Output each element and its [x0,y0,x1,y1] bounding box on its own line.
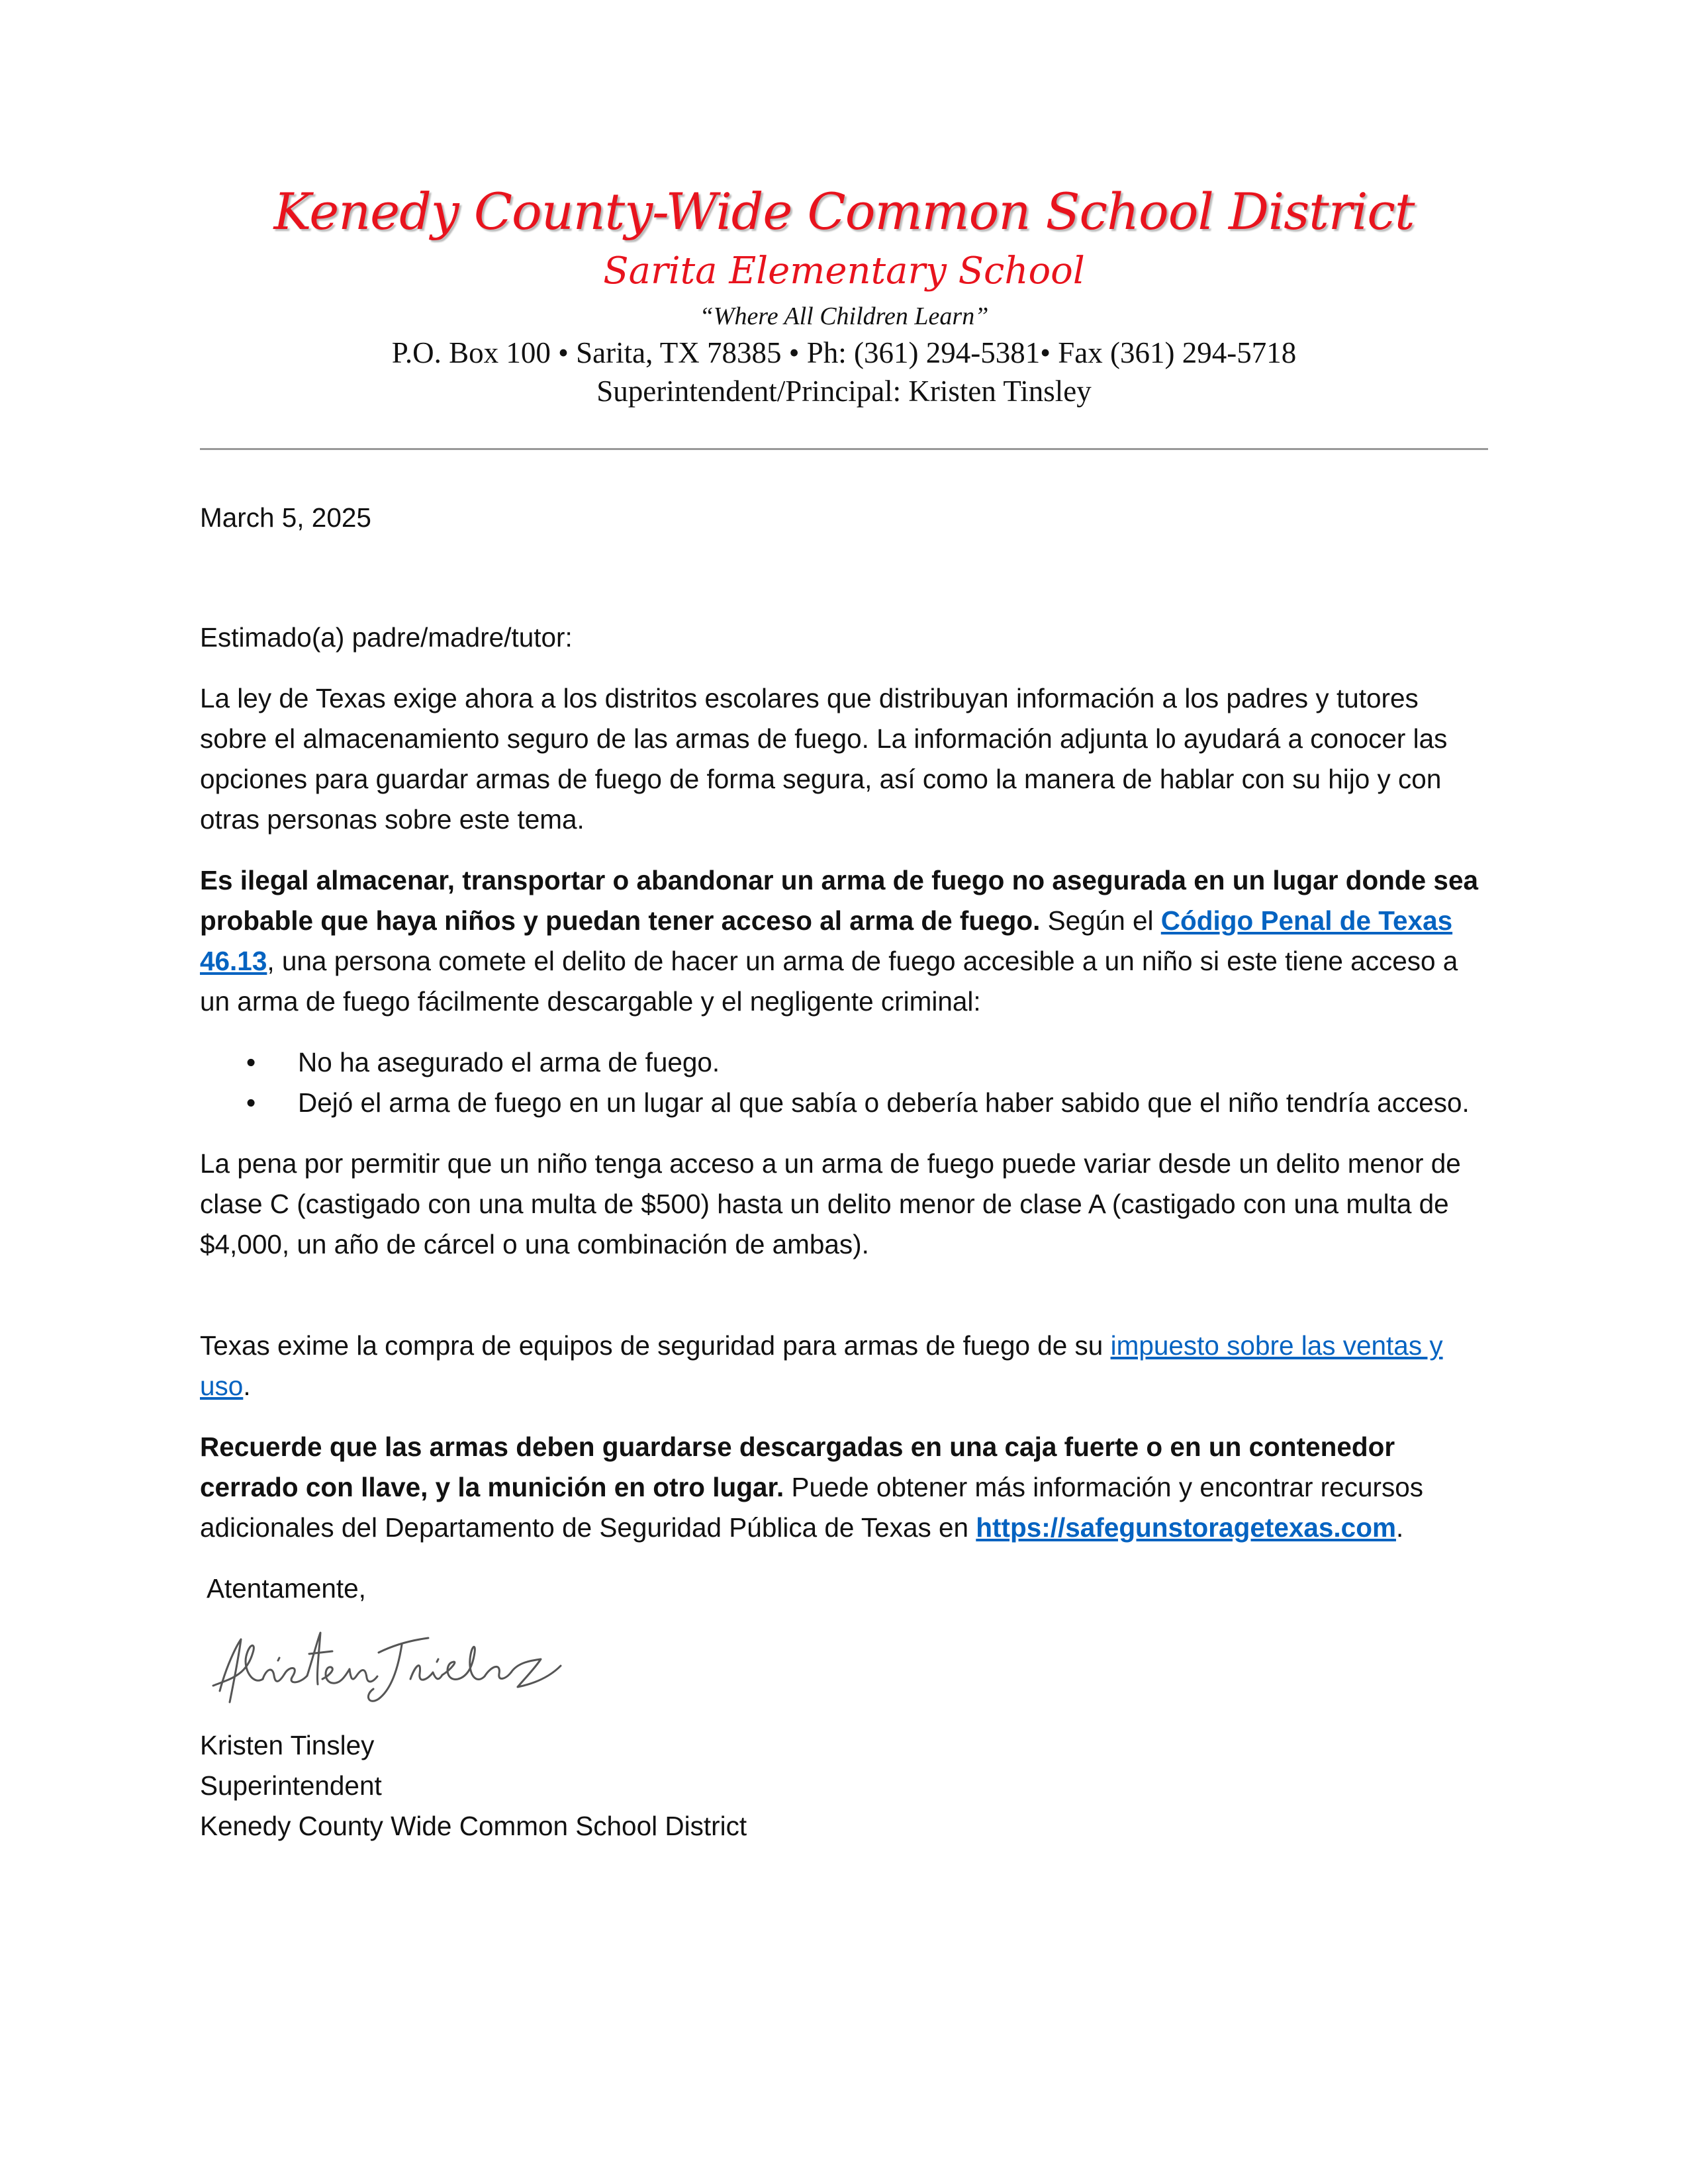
paragraph-2-bold: Es ilegal almacenar, transportar o abandonar un arma de fuego no asegurada en un lugar donde sea probable que haya niños y puedan tener acceso al arma de fuego. [200,865,1479,936]
address-line: P.O. Box 100 • Sarita, TX 78385 • Ph: (361) 294-5381• Fax (361) 294-5718 [391,336,1297,369]
signer-title: Superintendent [200,1770,382,1801]
header-divider [200,448,1488,450]
list-item-text: No ha asegurado el arma de fuego. [298,1047,720,1077]
paragraph-2 [200,860,1491,1022]
signer-name: Kristen Tinsley [200,1730,375,1760]
paragraph-5-bold: Recuerde que las armas deben guardarse descargadas en una caja fuerte o en un contenedor cerrado con llave, y la munición en otro lugar. [200,1432,1395,1502]
paragraph-2-text-after: , una persona comete el delito de hacer un arma de fuego accesible a un niño si este tiene acceso a un arma de fuego fácilmente descargable y el negligente criminal: [200,946,1458,1017]
penal-code-link[interactable]: Código Penal de Texas 46.13 [200,905,1453,976]
sales-tax-link[interactable]: impuesto sobre las ventas y uso [200,1330,1443,1401]
paragraph-4 [200,1326,1491,1406]
paragraph-4-text: Texas exime la compra de equipos de seguridad para armas de fuego de su [200,1330,1111,1361]
school-motto: “Where All Children Learn” [699,302,989,330]
paragraph-4-text-after: . [243,1371,251,1401]
signer-organization: Kenedy County Wide Common School District [200,1811,747,1841]
closing: Atentamente, [207,1573,366,1604]
bullet-icon: • [246,1087,256,1118]
school-name: Sarita Elementary School [603,250,1085,293]
list-item [200,1042,1491,1083]
paragraph-5 [200,1427,1491,1548]
paragraph-2-text: Según el [1040,905,1161,936]
principal-line: Superintendent/Principal: Kristen Tinsley [596,375,1092,408]
letterhead [0,179,1688,410]
letter-date: March 5, 2025 [200,502,371,533]
greeting: Estimado(a) padre/madre/tutor: [200,622,573,653]
paragraph-5-text: Puede obtener más información y encontrar recursos adicionales del Departamento de Seguridad Pública de Texas en [200,1472,1423,1543]
paragraph-5-text-after: . [1395,1512,1404,1543]
list-item [200,1083,1491,1123]
safe-gun-storage-link[interactable]: https://safegunstoragetexas.com [976,1512,1396,1543]
paragraph-3: La pena por permitir que un niño tenga acceso a un arma de fuego puede variar desde un delito menor de clase C (castigado con una multa de $500) hasta un delito menor de clase A (castigado con una multa de $4,000, un año de cárcel o una combinación de ambas). [200,1148,1461,1259]
letter-body [200,498,1491,1846]
signature-image [200,1613,1491,1725]
list-item-text: Dejó el arma de fuego en un lugar al que sabía o debería haber sabido que el niño tendría acceso. [298,1087,1470,1118]
bullet-icon: • [246,1047,256,1077]
conditions-list [200,1042,1491,1123]
district-name: Kenedy County-Wide Common School District [273,182,1415,241]
paragraph-1: La ley de Texas exige ahora a los distritos escolares que distribuyan información a los padres y tutores sobre el almacenamiento seguro de las armas de fuego. La información adjunta lo ayudará a conocer las opciones para guardar armas de fuego de forma segura, así como la manera de hablar con su hijo y con otras personas sobre este tema. [200,683,1448,835]
